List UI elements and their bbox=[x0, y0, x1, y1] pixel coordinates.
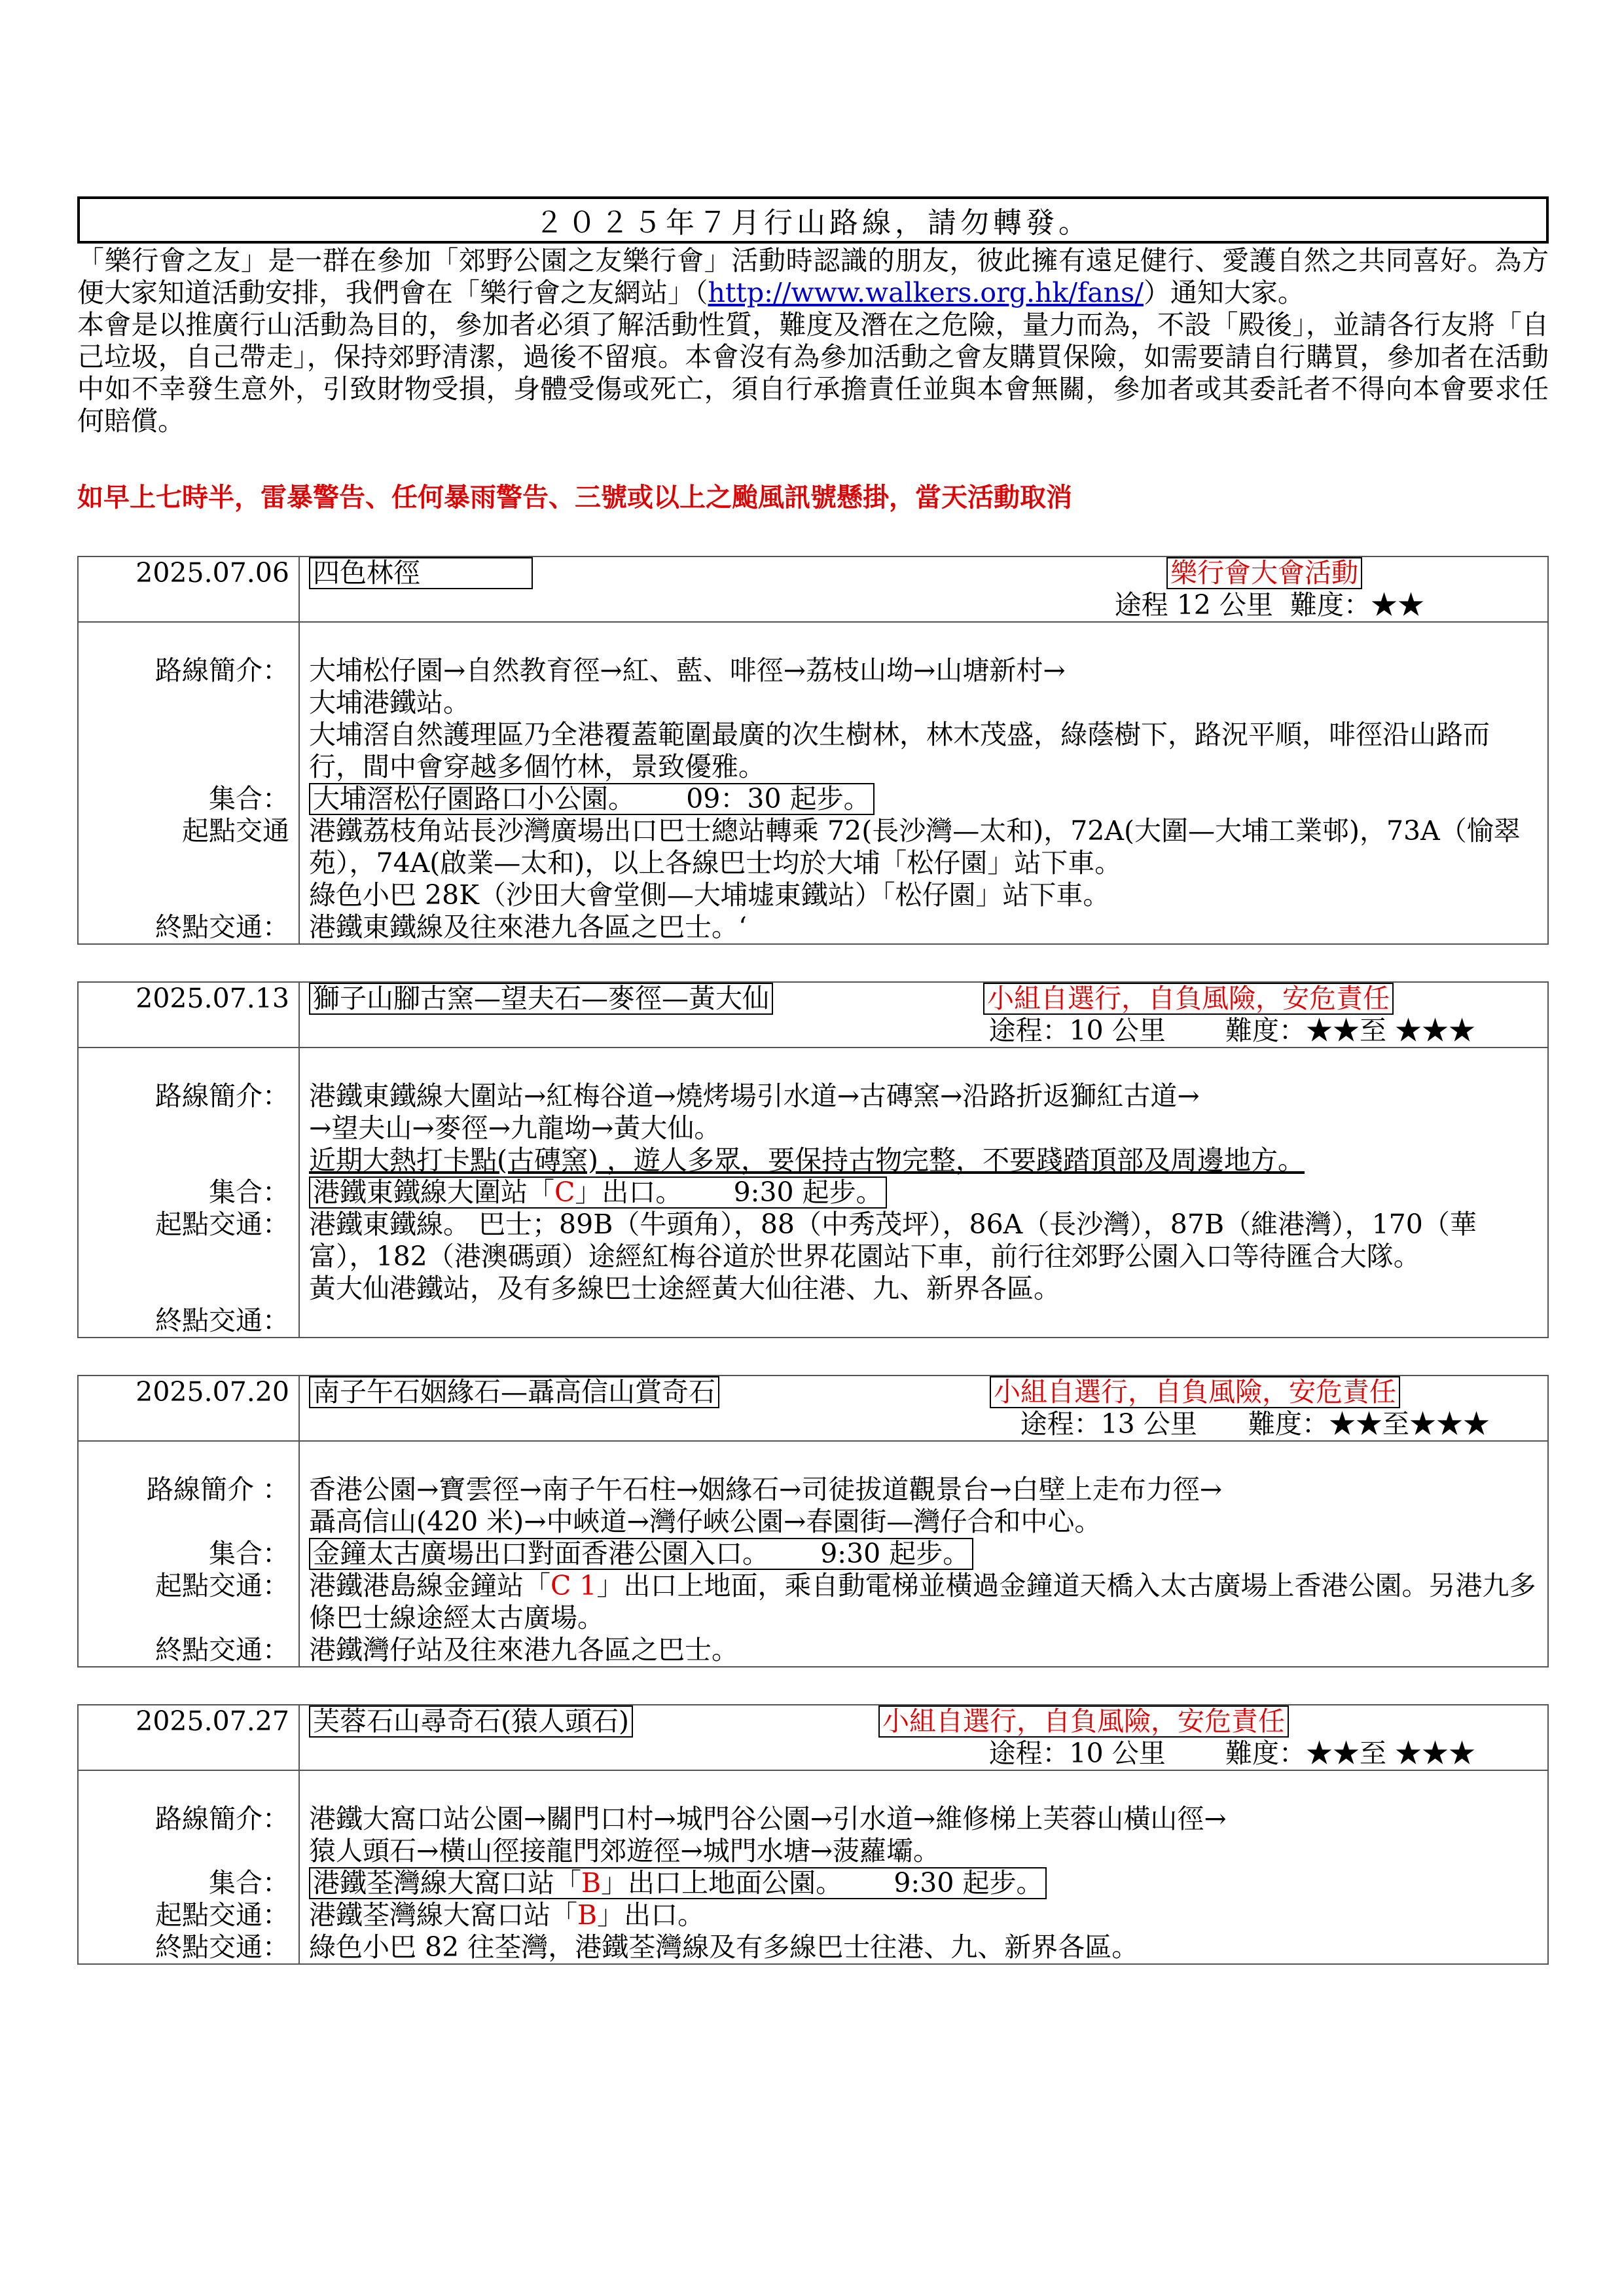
meeting-time: 」出口上地面公園。 9:30 起步。 bbox=[601, 1867, 1043, 1899]
event-date: 2025.07.13 bbox=[78, 982, 299, 1048]
route-label: 路線簡介： bbox=[155, 1080, 289, 1112]
meeting-point bbox=[309, 1176, 887, 1209]
route-name: 南子午石姻緣石—聶高信山賞奇石 bbox=[309, 1376, 719, 1408]
event-table bbox=[77, 981, 1549, 1338]
route-description: 大埔滘自然護理區乃全港覆蓋範圍最廣的次生樹林，林木茂盛，綠蔭樹下，路況平順，啡徑沿山路而行，間中會穿越多個竹林，景致優雅。 bbox=[309, 719, 1490, 782]
event-body bbox=[299, 1048, 1548, 1338]
end-transport: 黃大仙港鐵站，及有多線巴士途經黃大仙往港、九、新界各區。 bbox=[309, 1273, 1060, 1304]
route-name: 芙蓉石山尋奇石(猿人頭石) bbox=[309, 1705, 633, 1738]
event-details bbox=[299, 982, 1548, 1048]
website-link[interactable]: http://www.walkers.org.hk/fans/ bbox=[708, 277, 1144, 308]
route-label: 路線簡介 ： bbox=[146, 1474, 289, 1505]
exit-code: B bbox=[577, 1899, 598, 1931]
meeting-point: 金鐘太古廣場出口對面香港公園入口。 9:30 起步。 bbox=[309, 1538, 973, 1570]
exit-code: B bbox=[581, 1867, 602, 1899]
intro-text-after-link: ）通知大家。 bbox=[1143, 277, 1305, 308]
route-line: →望夫山→麥徑→九龍坳→黃大仙。 bbox=[309, 1112, 721, 1144]
event-labels bbox=[78, 622, 299, 944]
event-tag: 樂行會大會活動 bbox=[1166, 557, 1362, 589]
start-transport-label: 起點交通： bbox=[155, 1209, 289, 1240]
end-transport-label: 終點交通： bbox=[155, 1305, 289, 1336]
event-labels bbox=[78, 1770, 299, 1964]
intro-section bbox=[77, 245, 1549, 437]
start-text-after: 」出口上地面，乘自動電梯並橫過金鐘道天橋入太古廣場上香港公園。另港九多條巴士線途經太古廣場。 bbox=[309, 1570, 1536, 1633]
start-transport-label: 起點交通 bbox=[182, 815, 289, 847]
page-title: ２０２５年７月行山路線，請勿轉發。 bbox=[77, 196, 1549, 244]
start-transport: 港鐵東鐵線。 巴士；89B（牛頭角），88（中秀茂坪），86A（長沙灣），87B（維港灣），170（華富），182（港澳碼頭）途經紅梅谷道於世界花園站下車，前行往郊野公園入口等待匯合大隊。 bbox=[309, 1209, 1477, 1272]
event-details bbox=[299, 556, 1548, 622]
intro-paragraph-1 bbox=[77, 245, 1549, 309]
end-transport: 港鐵東鐵線及往來港九各區之巴士。‘ bbox=[309, 911, 748, 943]
route-name: 獅子山腳古窯—望夫石—麥徑—黃大仙 bbox=[309, 983, 773, 1015]
meet-label: 集合： bbox=[209, 1867, 289, 1899]
start-text: 港鐵港島線金鐘站「 bbox=[309, 1570, 550, 1601]
route-line: 猿人頭石→橫山徑接龍門郊遊徑→城門水塘→菠蘿壩。 bbox=[309, 1835, 941, 1867]
event-labels bbox=[78, 1441, 299, 1667]
exit-code: C 1 bbox=[550, 1570, 597, 1601]
route-line: 聶高信山(420 米)→中峽道→灣仔峽公園→春園街—灣仔合和中心。 bbox=[309, 1506, 1102, 1537]
start-transport-label: 起點交通： bbox=[155, 1899, 289, 1931]
route-line: 大埔港鐵站。 bbox=[309, 687, 470, 718]
meet-label: 集合： bbox=[209, 1538, 289, 1569]
route-line: 港鐵東鐵線大圍站→紅梅谷道→燒烤場引水道→古磚窯→沿路折返獅紅古道→ bbox=[309, 1080, 1200, 1112]
event-table bbox=[77, 1704, 1549, 1965]
end-transport: 港鐵灣仔站及往來港九各區之巴士。 bbox=[309, 1634, 738, 1666]
end-transport: 綠色小巴 82 往荃灣，港鐵荃灣線及有多線巴士往港、九、新界各區。 bbox=[309, 1931, 1139, 1963]
route-line: 港鐵大窩口站公園→關門口村→城門谷公園→引水道→維修梯上芙蓉山橫山徑→ bbox=[309, 1803, 1227, 1834]
route-line: 大埔松仔園→自然教育徑→紅、藍、啡徑→荔枝山坳→山塘新村→ bbox=[309, 655, 1066, 686]
event-table bbox=[77, 1375, 1549, 1667]
meeting-time: 」出口。 9:30 起步。 bbox=[575, 1176, 883, 1208]
event-details bbox=[299, 1376, 1548, 1441]
route-name: 四色林徑 bbox=[309, 557, 533, 589]
meeting-point: 大埔滘松仔園路口小公園。 09：30 起步。 bbox=[309, 783, 875, 815]
event-labels bbox=[78, 1048, 299, 1338]
event-body bbox=[299, 622, 1548, 944]
event-date: 2025.07.27 bbox=[78, 1705, 299, 1770]
meet-label: 集合： bbox=[209, 1176, 289, 1208]
route-label: 路線簡介： bbox=[155, 655, 289, 686]
start-transport: 港鐵荔枝角站長沙灣廣場出口巴士總站轉乘 72(長沙灣—太和)，72A(大圍—大埔工業邨)，73A（愉翠苑），74A(啟業—太和)，以上各線巴士均於大埔「松仔園」站下車。 bbox=[309, 815, 1521, 879]
end-transport-label: 終點交通： bbox=[155, 1931, 289, 1963]
cancellation-warning: 如早上七時半，雷暴警告、任何暴雨警告、三號或以上之颱風訊號懸掛，當天活動取消 bbox=[77, 482, 1072, 513]
intro-paragraph-2: 本會是以推廣行山活動為目的，參加者必須了解活動性質，難度及潛在之危險，量力而為，不設「殿後」，並請各行友將「自己垃圾，自己帶走」，保持郊野清潔，過後不留痕。本會沒有為參加活動之會友購買保險，如需要請自行購買，參加者在活動中如不幸發生意外，引致財物受損，身體受傷或死亡，須自行承擔責任並與本會無關，參加者或其委託者不得向本會要求任何賠償。 bbox=[77, 309, 1549, 437]
event-date: 2025.07.20 bbox=[78, 1376, 299, 1441]
distance-difficulty: 途程：10 公里 難度：★★至 ★★★ bbox=[988, 1738, 1475, 1769]
meeting-text: 港鐵荃灣線大窩口站「 bbox=[313, 1867, 581, 1899]
event-table bbox=[77, 556, 1549, 945]
event-body bbox=[299, 1441, 1548, 1667]
event-details bbox=[299, 1705, 1548, 1770]
distance-difficulty: 途程：10 公里 難度：★★至 ★★★ bbox=[988, 1015, 1475, 1046]
meeting-text: 港鐵東鐵線大圍站「 bbox=[313, 1176, 554, 1208]
meeting-point bbox=[309, 1867, 1047, 1899]
start-transport bbox=[309, 1570, 1541, 1634]
start-transport-label: 起點交通： bbox=[155, 1570, 289, 1601]
meet-label: 集合： bbox=[209, 783, 289, 814]
route-label: 路線簡介： bbox=[155, 1803, 289, 1834]
start-transport bbox=[309, 1899, 1541, 1931]
event-date: 2025.07.06 bbox=[78, 556, 299, 622]
event-tag: 小組自選行，自負風險，安危責任 bbox=[990, 1376, 1400, 1408]
route-note: 近期大熱打卡點(古磚窯) ，遊人多眾，要保持古物完整，不要踐踏頂部及周邊地方。 bbox=[309, 1144, 1305, 1176]
distance-difficulty: 途程：13 公里 難度：★★至★★★ bbox=[1020, 1408, 1490, 1440]
event-body bbox=[299, 1770, 1548, 1964]
intro-text: 「樂行會之友」是一群在參加「郊野公園之友樂行會」活動時認識的朋友，彼此擁有遠足健行、愛護自然之共同喜好。為方便大家知道活動安排，我們會在「樂行會之友網站」（ bbox=[77, 245, 1549, 308]
event-tag: 小組自選行，自負風險，安危責任 bbox=[878, 1705, 1289, 1738]
start-transport-minibus: 綠色小巴 28K（沙田大會堂側—大埔墟東鐵站）「松仔園」站下車。 bbox=[309, 879, 1110, 911]
end-transport-label: 終點交通： bbox=[155, 1634, 289, 1666]
start-text-after: 」出口。 bbox=[597, 1899, 705, 1931]
distance-difficulty: 途程 12 公里 難度：★★ bbox=[1114, 589, 1424, 621]
event-tag: 小組自選行，自負風險，安危責任 bbox=[983, 983, 1394, 1015]
start-text: 港鐵荃灣線大窩口站「 bbox=[309, 1899, 577, 1931]
page bbox=[77, 196, 1549, 2001]
exit-code: C bbox=[554, 1176, 575, 1208]
end-transport-label: 終點交通： bbox=[155, 911, 289, 943]
route-line: 香港公園→寶雲徑→南子午石柱→姻緣石→司徒拔道觀景台→白壁上走布力徑→ bbox=[309, 1474, 1223, 1505]
